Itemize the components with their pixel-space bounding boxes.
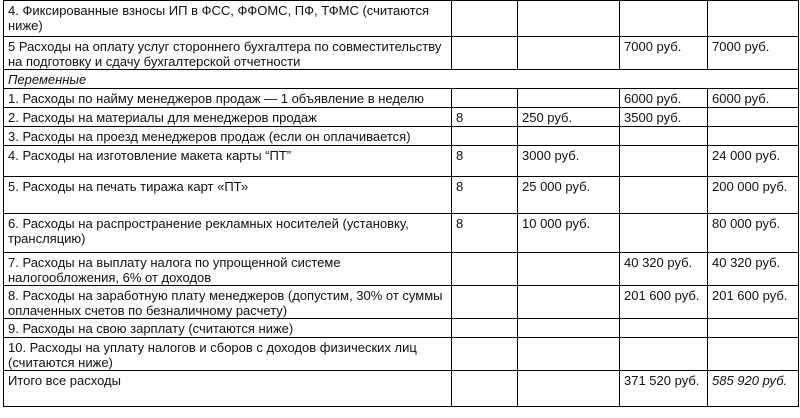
total-cost-cell: 7000 руб. bbox=[708, 37, 799, 70]
monthly-cost-cell bbox=[620, 127, 708, 146]
item-description: 4. Расходы на изготовление макета карты “ПТ” bbox=[4, 146, 452, 177]
unit-price-cell bbox=[518, 286, 620, 319]
table-row bbox=[4, 37, 799, 70]
item-description: 9. Расходы на свою зарплату (считаются ниже) bbox=[4, 319, 452, 338]
unit-price-cell bbox=[518, 127, 620, 146]
item-description: 7. Расходы на выплату налога по упрощенной системе налогообложения, 6% от доходов bbox=[4, 253, 452, 286]
quantity-cell bbox=[452, 37, 518, 70]
monthly-cost-cell bbox=[620, 1, 708, 37]
table-row bbox=[4, 89, 799, 108]
unit-price-cell bbox=[518, 371, 620, 407]
table-row bbox=[4, 253, 799, 286]
unit-price-cell bbox=[518, 338, 620, 371]
total-cost-cell bbox=[708, 127, 799, 146]
unit-price-cell bbox=[518, 37, 620, 70]
item-description: 2. Расходы на материалы для менеджеров продаж bbox=[4, 108, 452, 127]
table-row bbox=[4, 177, 799, 214]
quantity-cell bbox=[452, 338, 518, 371]
total-cost-cell: 24 000 руб. bbox=[708, 146, 799, 177]
total-cost-cell bbox=[708, 338, 799, 371]
quantity-cell: 8 bbox=[452, 214, 518, 253]
quantity-cell: 8 bbox=[452, 108, 518, 127]
quantity-cell: 8 bbox=[452, 177, 518, 214]
quantity-cell bbox=[452, 89, 518, 108]
total-cost-cell: 80 000 руб. bbox=[708, 214, 799, 253]
quantity-cell bbox=[452, 1, 518, 37]
unit-price-cell: 3000 руб. bbox=[518, 146, 620, 177]
total-cost-cell: 6000 руб. bbox=[708, 89, 799, 108]
monthly-cost-cell: 3500 руб. bbox=[620, 108, 708, 127]
monthly-cost-cell: 40 320 руб. bbox=[620, 253, 708, 286]
section-title: Переменные bbox=[4, 70, 799, 89]
total-cost-cell: 40 320 руб. bbox=[708, 253, 799, 286]
monthly-cost-cell: 7000 руб. bbox=[620, 37, 708, 70]
quantity-cell bbox=[452, 127, 518, 146]
monthly-cost-cell bbox=[620, 338, 708, 371]
unit-price-cell: 25 000 руб. bbox=[518, 177, 620, 214]
table-row bbox=[4, 319, 799, 338]
item-description: 3. Расходы на проезд менеджеров продаж (если он оплачивается) bbox=[4, 127, 452, 146]
table-row bbox=[4, 1, 799, 37]
total-cost-cell: 201 600 руб. bbox=[708, 286, 799, 319]
item-description: 8. Расходы на заработную плату менеджеров (допустим, 30% от суммы оплаченных счетов по безналичному расчету) bbox=[4, 286, 452, 319]
quantity-cell bbox=[452, 371, 518, 407]
monthly-cost-cell bbox=[620, 177, 708, 214]
total-cost-cell: 585 920 руб. bbox=[708, 371, 799, 407]
monthly-cost-cell: 371 520 руб. bbox=[620, 371, 708, 407]
quantity-cell bbox=[452, 319, 518, 338]
table-row bbox=[4, 338, 799, 371]
monthly-cost-cell bbox=[620, 146, 708, 177]
section-row bbox=[4, 70, 799, 89]
table-row bbox=[4, 146, 799, 177]
item-description: 10. Расходы на уплату налогов и сборов с доходов физических лиц (считаются ниже) bbox=[4, 338, 452, 371]
quantity-cell: 8 bbox=[452, 146, 518, 177]
unit-price-cell bbox=[518, 89, 620, 108]
unit-price-cell bbox=[518, 253, 620, 286]
table-row bbox=[4, 214, 799, 253]
item-description: 5. Расходы на печать тиража карт «ПТ» bbox=[4, 177, 452, 214]
total-cost-cell bbox=[708, 1, 799, 37]
quantity-cell bbox=[452, 253, 518, 286]
monthly-cost-cell bbox=[620, 214, 708, 253]
expenses-table bbox=[3, 0, 799, 407]
item-description: 6. Расходы на распространение рекламных носителей (установку, трансляцию) bbox=[4, 214, 452, 253]
total-cost-cell bbox=[708, 108, 799, 127]
quantity-cell bbox=[452, 286, 518, 319]
unit-price-cell bbox=[518, 1, 620, 37]
monthly-cost-cell: 6000 руб. bbox=[620, 89, 708, 108]
item-description: 4. Фиксированные взносы ИП в ФСС, ФФОМС, ПФ, ТФМС (считаются ниже) bbox=[4, 1, 452, 37]
unit-price-cell: 10 000 руб. bbox=[518, 214, 620, 253]
table-row bbox=[4, 108, 799, 127]
item-description: Итого все расходы bbox=[4, 371, 452, 407]
total-cost-cell: 200 000 руб. bbox=[708, 177, 799, 214]
unit-price-cell bbox=[518, 319, 620, 338]
table-row bbox=[4, 286, 799, 319]
table-row bbox=[4, 127, 799, 146]
expenses-table-body bbox=[4, 1, 799, 407]
monthly-cost-cell bbox=[620, 319, 708, 338]
table-row bbox=[4, 371, 799, 407]
item-description: 1. Расходы по найму менеджеров продаж — 1 объявление в неделю bbox=[4, 89, 452, 108]
unit-price-cell: 250 руб. bbox=[518, 108, 620, 127]
item-description: 5 Расходы на оплату услуг стороннего бухгалтера по совместительству на подготовку и сдачу бухгалтерской отчетности bbox=[4, 37, 452, 70]
total-cost-cell bbox=[708, 319, 799, 338]
monthly-cost-cell: 201 600 руб. bbox=[620, 286, 708, 319]
